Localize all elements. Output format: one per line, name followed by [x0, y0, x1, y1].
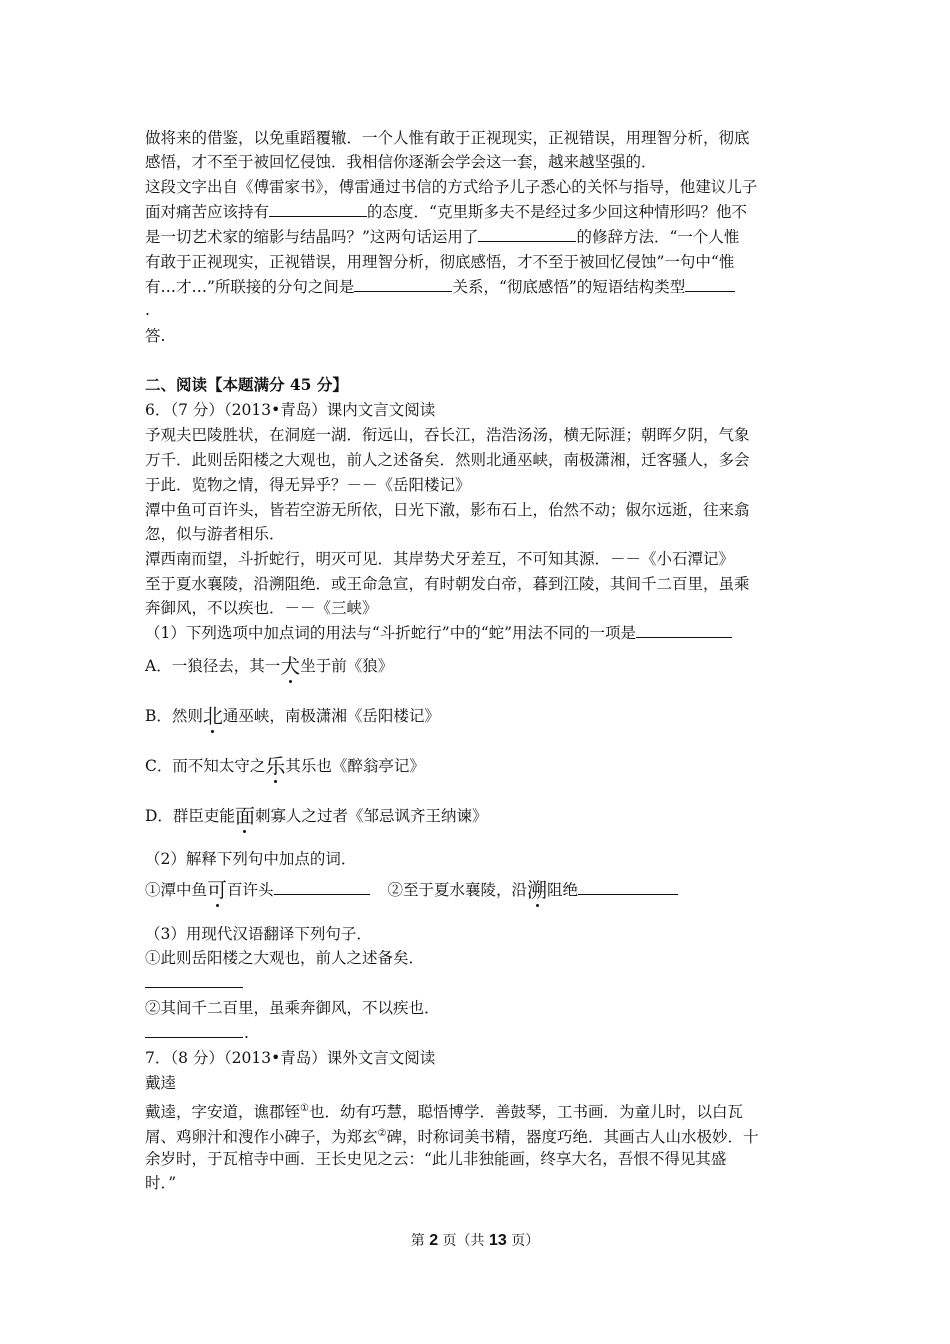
dotted-char: 北	[202, 704, 223, 728]
answer-blank[interactable]	[636, 622, 732, 638]
q5-line: .	[145, 301, 150, 319]
page-footer: 第 2 页（共 13 页）	[410, 1232, 540, 1249]
answer-blank[interactable]	[354, 276, 452, 292]
dotted-char: 溯	[527, 878, 548, 902]
option-a[interactable]: A．一狼径去，其一犬坐于前《狼》	[145, 654, 394, 678]
q6-text-line: 至于夏水襄陵，沿溯阻绝．或王命急宣，有时朝发白帝，暮到江陵，其间千二百里，虽乘	[145, 575, 750, 593]
passage-line: 做将来的借鉴，以免重蹈覆辙．一个人惟有敢于正视现实，正视错误，用理智分析，彻底	[145, 129, 750, 147]
q6-text-line: 奔御风，不以疾也．－－《三峡》	[145, 599, 378, 617]
answer-blank[interactable]	[578, 879, 678, 895]
option-b[interactable]: B．然则北通巫峡，南极潇湘《岳阳楼记》	[145, 704, 440, 728]
q6-sub2: （2）解释下列句中加点的词．	[145, 850, 357, 868]
q6-header: 6．（7 分）（2013•青岛）课内文言文阅读	[145, 401, 436, 419]
q7-text-line: 余岁时，于瓦棺寺中画．王长史见之云：“此儿非独能画，终享大名，吾恨不得见其盛	[145, 1150, 727, 1168]
answer-blank[interactable]	[269, 201, 367, 217]
option-d[interactable]: D．群臣吏能面刺寡人之过者《邹忌讽齐王纳谏》	[145, 804, 488, 828]
q6-text-line: 万千．此则岳阳楼之大观也，前人之述备矣．然则北通巫峡，南极潇湘，迁客骚人，多会	[145, 451, 750, 469]
q7-title: 戴逵	[145, 1074, 177, 1092]
q6-text-line: 潭中鱼可百许头，皆若空游无所依，日光下澈，影布石上，佁然不动；俶尔远逝，往来翕	[145, 501, 750, 519]
footnote-marker: ②	[377, 1128, 387, 1139]
page-number: 2	[429, 1232, 439, 1249]
q7-text-line: 时．”	[145, 1174, 177, 1192]
section-title: 二、阅读【本题满分 45 分】	[145, 375, 348, 394]
answer-blank[interactable]	[478, 226, 576, 242]
dotted-char: 可	[207, 878, 228, 902]
q7-text-line: 戴逵，字安道，谯郡铚①也．幼有巧慧，聪悟博学．善鼓琴，工书画．为童儿时，以白瓦	[145, 1103, 743, 1121]
q6-text-line: 潭西南而望，斗折蛇行，明灭可见．其岸势犬牙差互，不可知其源．－－《小石潭记》	[145, 550, 735, 568]
answer-blank[interactable]	[685, 276, 735, 292]
option-c[interactable]: C．而不知太守之乐其乐也《醉翁亭记》	[145, 754, 425, 778]
answer-label: 答.	[145, 327, 166, 345]
q6-sub3-item: ②其间千二百里，虽乘奔御风，不以疾也．	[145, 999, 440, 1017]
total-pages: 13	[489, 1232, 507, 1249]
q5-line: 面对痛苦应该持有 的态度．“克里斯多夫不是经过多少回这种情形吗？他不	[145, 203, 747, 221]
dotted-char: 犬	[280, 654, 301, 678]
q5-line: 有…才…”所联接的分句之间是 关系，“彻底感悟”的短语结构类型	[145, 275, 815, 299]
q6-text-line: 于此．览物之情，得无异乎？－－《岳阳楼记》	[145, 476, 471, 494]
q5-line: 有敢于正视现实，正视错误，用理智分析，彻底感悟，才不至于被回忆侵蚀”一句中“惟	[145, 253, 735, 271]
q6-text-line: 予观夫巴陵胜状，在洞庭一湖．衔远山，吞长江，浩浩汤汤，横无际涯；朝晖夕阴，气象	[145, 426, 750, 444]
q7-header: 7．（8 分）（2013•青岛）课外文言文阅读	[145, 1049, 436, 1067]
q6-sub1: （1）下列选项中加点词的用法与“斗折蛇行”中的“蛇”用法不同的一项是	[145, 621, 815, 645]
q6-sub2-items: ①潭中鱼可百许头 ②至于夏水襄陵，沿溯阻绝	[145, 878, 815, 902]
answer-line[interactable]	[145, 1037, 243, 1038]
q5-line: 这段文字出自《傅雷家书》，傅雷通过书信的方式给予儿子悉心的关怀与指导，他建议儿子	[145, 178, 758, 196]
q7-text-line: 屑、鸡卵汁和溲作小碑子，为郑玄②碑，时称词美书精，器度巧绝．其画古人山水极妙．十	[145, 1128, 759, 1146]
dotted-char: 面	[234, 804, 255, 828]
footnote-marker: ①	[300, 1103, 309, 1114]
period: .	[244, 1024, 249, 1042]
q5-line: 是一切艺术家的缩影与结晶吗？”这两句话运用了 的修辞方法．“一个人惟	[145, 228, 740, 246]
answer-blank[interactable]	[274, 879, 370, 895]
q6-text-line: 忽，似与游者相乐．	[145, 525, 285, 543]
q6-sub3-item: ①此则岳阳楼之大观也，前人之述备矣．	[145, 949, 425, 967]
answer-line[interactable]	[145, 987, 243, 988]
dotted-char: 乐	[265, 754, 286, 778]
passage-line: 感悟，才不至于被回忆侵蚀．我相信你逐渐会学会这一套，越来越坚强的．	[145, 153, 657, 171]
q6-sub3: （3）用现代汉语翻译下列句子．	[145, 925, 372, 943]
